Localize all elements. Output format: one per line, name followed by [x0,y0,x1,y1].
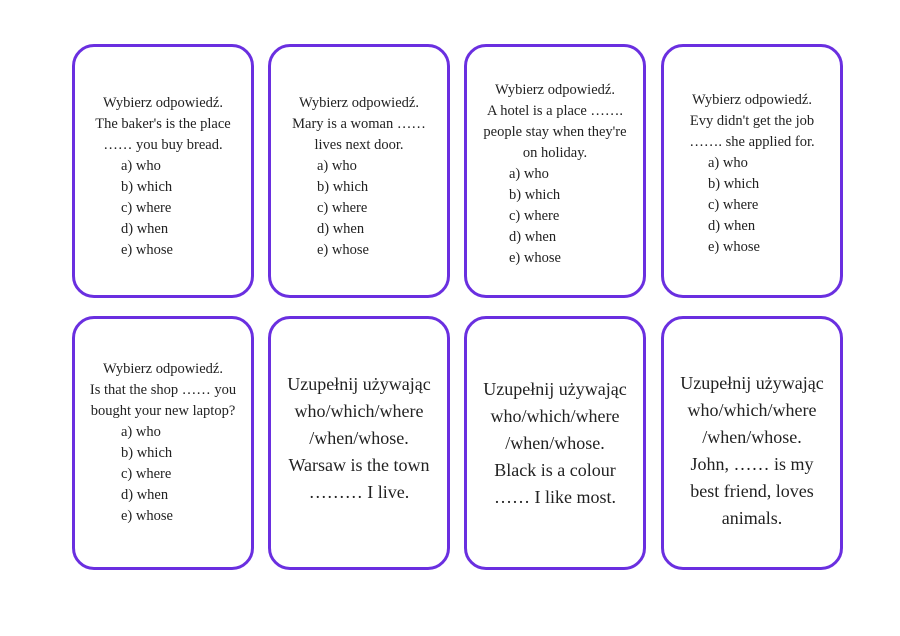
fill-in-card-6 [268,316,450,570]
option-e: e) whose [121,508,173,524]
question-line: on holiday. [522,145,588,161]
question-line: lives next door. [314,137,404,153]
sentence-line: ……… I live. [308,482,410,502]
instruction-line: /when/whose. [505,433,605,453]
option-a: a) who [121,158,161,174]
option-b: b) which [708,176,760,192]
option-d: d) when [509,229,557,245]
question-line: Mary is a woman …… [292,116,426,132]
card-6-content [271,371,447,506]
instruction-line: who/which/where [687,400,817,420]
question-line: bought your new laptop? [90,403,236,419]
card-heading: Wybierz odpowiedź. [299,95,419,111]
option-c: c) where [509,208,560,224]
question-line: Is that the shop …… you [89,382,237,398]
instruction-line: Uzupełnij używając [483,379,627,399]
instruction-line: Uzupełnij używając [287,374,431,394]
option-a: a) who [121,424,161,440]
instruction-line: /when/whose. [702,427,802,447]
option-c: c) where [708,197,759,213]
question-line: …… you buy bread. [103,137,223,153]
card-heading: Wybierz odpowiedź. [103,361,223,377]
option-e: e) whose [317,242,369,258]
option-d: d) when [121,221,169,237]
option-b: b) which [317,179,369,195]
fill-in-card-8 [661,316,843,570]
option-d: d) when [317,221,365,237]
question-card-1 [72,44,254,298]
answer-options [75,422,251,527]
option-e: e) whose [509,250,561,266]
answer-options [467,164,643,269]
instruction-line: who/which/where [490,406,620,426]
option-d: d) when [708,218,756,234]
option-a: a) who [708,155,748,171]
card-2-content [271,93,447,261]
instruction-line: who/which/where [294,401,424,421]
question-card-5 [72,316,254,570]
answer-options [271,156,447,261]
question-line: A hotel is a place ……. [486,103,624,119]
sentence-line: Black is a colour [494,460,616,480]
option-d: d) when [121,487,169,503]
option-c: c) where [121,200,172,216]
sentence-line: …… I like most. [494,487,616,507]
answer-options [75,156,251,261]
option-b: b) which [509,187,561,203]
question-line: Evy didn't get the job [689,113,815,129]
answer-options [664,153,840,258]
question-card-3 [464,44,646,298]
question-card-4 [661,44,843,298]
option-b: b) which [121,445,173,461]
card-8-content [664,370,840,532]
instruction-line: /when/whose. [309,428,409,448]
sentence-line: John, …… is my [690,454,814,474]
question-line: people stay when they're [483,124,627,140]
card-4-content [664,90,840,258]
card-3-content [467,80,643,269]
option-a: a) who [317,158,357,174]
sentence-line: Warsaw is the town [288,455,430,475]
sentence-line: animals. [721,508,783,528]
card-1-content [75,93,251,261]
option-a: a) who [509,166,549,182]
option-e: e) whose [708,239,760,255]
option-e: e) whose [121,242,173,258]
option-b: b) which [121,179,173,195]
option-c: c) where [121,466,172,482]
card-5-content [75,359,251,527]
card-heading: Wybierz odpowiedź. [495,82,615,98]
card-heading: Wybierz odpowiedź. [692,92,812,108]
question-card-2 [268,44,450,298]
instruction-line: Uzupełnij używając [680,373,824,393]
question-line: ……. she applied for. [689,134,815,150]
question-line: The baker's is the place [95,116,231,132]
fill-in-card-7 [464,316,646,570]
sentence-line: best friend, loves [690,481,814,501]
option-c: c) where [317,200,368,216]
card-heading: Wybierz odpowiedź. [103,95,223,111]
card-7-content [467,376,643,511]
